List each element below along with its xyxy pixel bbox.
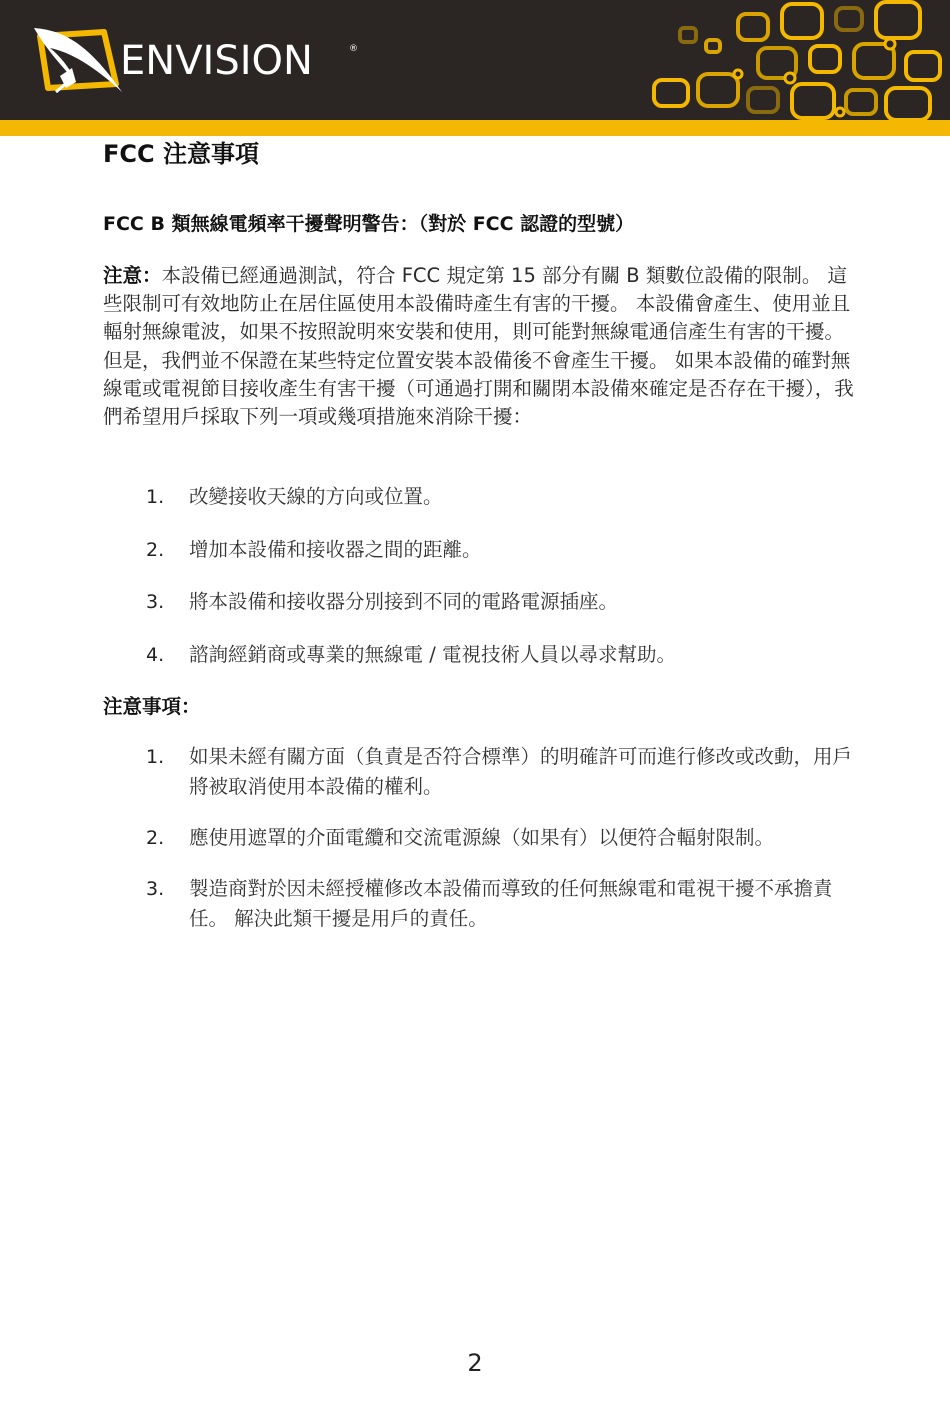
notice-label: 注意：: [103, 264, 162, 287]
list-text: 諮詢經銷商或專業的無線電 / 電視技術人員以尋求幫助。: [189, 642, 676, 666]
header-accent-stripe: [0, 120, 950, 136]
registered-mark: ®: [349, 44, 358, 54]
page-title: FCC 注意事項: [103, 140, 259, 168]
list-number: 1.: [146, 746, 165, 768]
list-text: 將本設備和接收器分別接到不同的電路電源插座。: [189, 590, 619, 613]
brand-name: ENVISION: [120, 38, 313, 84]
list-number: 2.: [146, 538, 165, 561]
notice-paragraph: [103, 262, 863, 431]
page-number: 2: [467, 1349, 483, 1377]
list-item: [103, 640, 863, 670]
page-header: [0, 0, 950, 120]
list-item: [103, 482, 863, 512]
list-text: 應使用遮罩的介面電纜和交流電源線（如果有）以便符合輻射限制。: [189, 826, 775, 849]
list-number: 3.: [146, 591, 165, 613]
list-number: 2.: [146, 827, 165, 849]
cautions-list: [103, 742, 863, 955]
envision-logo-icon: [30, 22, 126, 100]
list-text: 改變接收天線的方向或位置。: [189, 485, 443, 508]
list-item: [103, 823, 863, 853]
list-item: [103, 535, 863, 565]
cautions-heading: 注意事項：: [103, 695, 201, 718]
list-item: [103, 874, 863, 934]
interference-measures-list: [103, 482, 863, 692]
list-number: 3.: [146, 878, 165, 900]
fcc-statement-heading: FCC B 類無線電頻率干擾聲明警告：（對於 FCC 認證的型號）: [103, 213, 635, 235]
list-item: [103, 587, 863, 617]
list-item: [103, 742, 863, 802]
list-text: 製造商對於因未經授權修改本設備而導致的任何無線電和電視干擾不承擔責任。 解決此類干擾是用戶的責任。: [189, 877, 833, 930]
notice-text: 本設備已經通過測試，符合 FCC 規定第 15 部分有關 B 類數位設備的限制。 這些限制可有效地防止在居住區使用本設備時產生有害的干擾。 本設備會產生、使用並且輻射無線電波，如果不按照說明來安裝和使用，則可能對無線電通信產生有害的干擾。 但是，我們並不保證在某些特定位置安裝本設備後不會產生干擾。 如果本設備的確對無線電或電視節目接收產生有害干擾（可通過打開和關閉本設備來確定是否存在干擾），我們希望用戶採取下列一項或幾項措施來消除干擾：: [103, 264, 854, 429]
list-text: 增加本設備和接收器之間的距離。: [189, 537, 482, 561]
list-number: 1.: [146, 486, 165, 508]
monitor-pattern-icon: [640, 0, 950, 120]
list-text: 如果未經有關方面（負責是否符合標準）的明確許可而進行修改或改動，用戶將被取消使用本設備的權利。: [189, 745, 853, 798]
list-number: 4.: [146, 643, 165, 666]
